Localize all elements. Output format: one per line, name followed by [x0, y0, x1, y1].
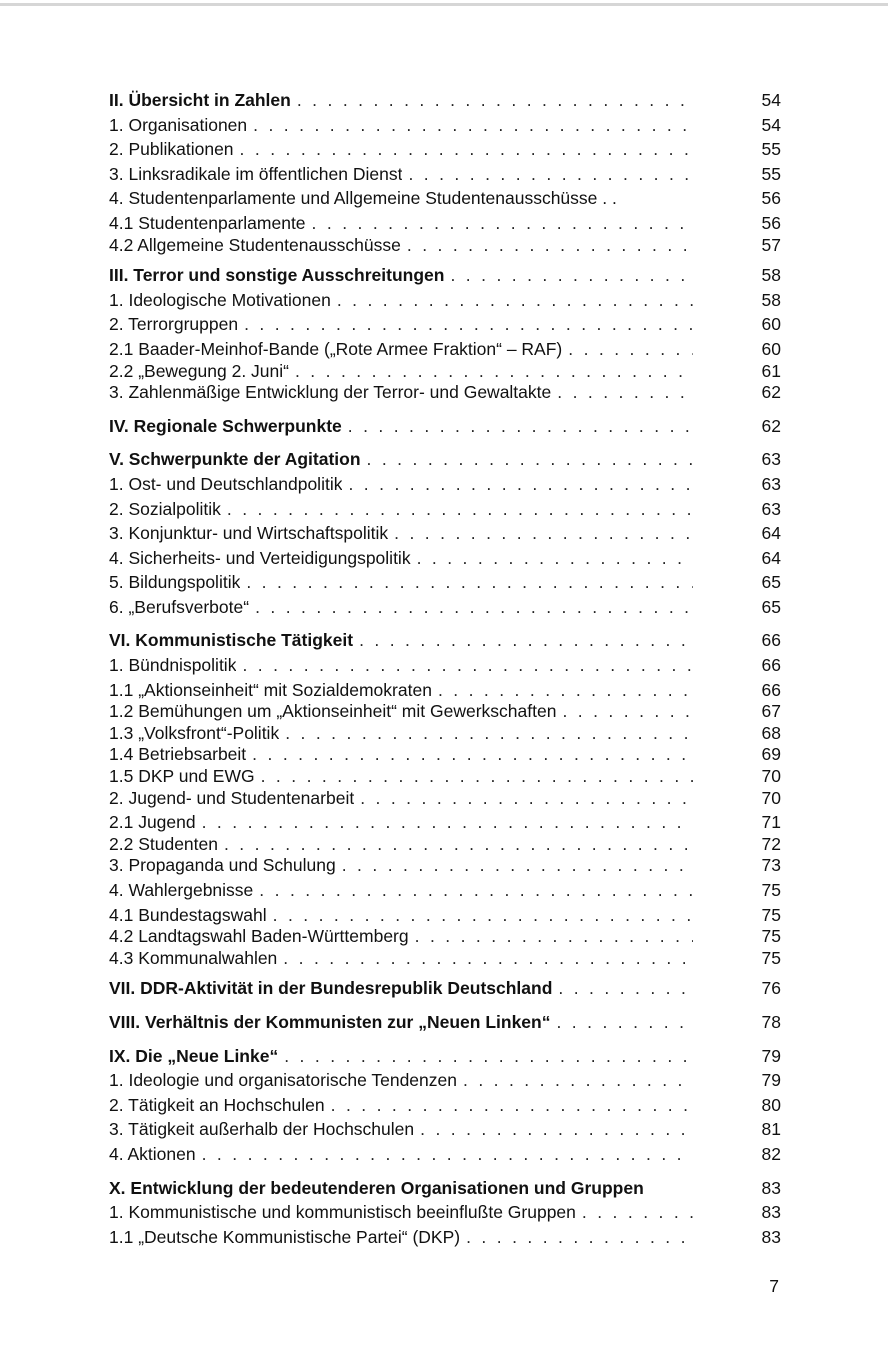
toc-entry-label: 4. Wahlergebnisse	[109, 880, 254, 900]
toc-entry	[109, 903, 781, 925]
toc-entry-label: 2.2 „Bewegung 2. Juni“	[109, 360, 289, 381]
dot-leader	[576, 1200, 693, 1225]
dot-leader	[551, 380, 693, 405]
toc-entry	[109, 546, 781, 571]
toc-entry-label: 2.1 Baader-Meinhof-Bande („Rote Armee Fraktion“ – RAF)	[109, 338, 563, 359]
toc-entry-page: 66	[761, 630, 781, 651]
toc-entry-label: IV. Regionale Schwerpunkte	[109, 415, 342, 436]
toc-entry-label: 1.1 „Aktionseinheit“ mit Sozialdemokraten	[109, 679, 432, 700]
toc-entry-page: 64	[761, 547, 781, 568]
toc-entry-page: 70	[761, 766, 781, 787]
dot-leader	[291, 88, 693, 113]
toc-entry-page: 54	[761, 90, 781, 110]
toc-entry-label: 4.2 Landtagswahl Baden-Württemberg	[109, 926, 409, 947]
toc-entry-page: 64	[761, 523, 781, 544]
toc-entry-label: 3. Tätigkeit außerhalb der Hochschulen	[109, 1119, 415, 1140]
dot-leader	[402, 162, 693, 187]
toc-entry-page: 82	[761, 1143, 781, 1164]
toc-entry-page: 70	[761, 787, 781, 808]
toc-entry-label: 1.1 „Deutsche Kommunistische Partei“ (DKP)	[109, 1226, 461, 1247]
toc-entry-page: 63	[761, 449, 781, 470]
dot-leader	[460, 1225, 693, 1250]
toc-entry-label: 3. Linksradikale im öffentlichen Dienst	[109, 163, 403, 184]
toc-entry-label: 1. Ideologie und organisatorische Tendenzen	[109, 1070, 457, 1091]
toc-entry	[109, 878, 781, 903]
toc-section-heading	[109, 1176, 781, 1201]
dot-leader	[331, 288, 693, 313]
toc-entry	[109, 1200, 781, 1225]
toc-entry-label: 1. Ideologische Motivationen	[109, 289, 331, 310]
toc-entry-page: 56	[761, 212, 781, 233]
toc-entry	[109, 853, 781, 878]
toc-entry-label: 1. Bündnispolitik	[109, 655, 237, 676]
toc-entry-label: II. Übersicht in Zahlen	[109, 90, 291, 110]
toc-entry-label: 4. Sicherheits- und Verteidigungspolitik	[109, 547, 411, 568]
toc-entry-label: VIII. Verhältnis der Kommunisten zur „Neuen Linken“	[109, 1011, 551, 1032]
toc-section-heading	[109, 88, 781, 113]
toc-entry	[109, 721, 781, 743]
toc-entry-label: 6. „Berufsverbote“	[109, 596, 250, 617]
table-of-contents	[109, 88, 781, 1249]
toc-entry	[109, 137, 781, 162]
toc-entry-page: 72	[761, 833, 781, 854]
toc-entry	[109, 1225, 781, 1250]
toc-entry	[109, 337, 781, 359]
toc-entry-label: 2.1 Jugend	[109, 812, 196, 833]
toc-entry-label: 2. Tätigkeit an Hochschulen	[109, 1094, 325, 1115]
toc-entry	[109, 1068, 781, 1093]
toc-entry-page: 61	[761, 360, 781, 381]
toc-entry-page: 76	[761, 978, 781, 999]
toc-entry-label: 3. Konjunktur- und Wirtschaftspolitik	[109, 523, 389, 544]
toc-entry-page: 65	[761, 572, 781, 593]
toc-entry-page: 71	[761, 812, 781, 833]
toc-entry-label: 5. Bildungspolitik	[109, 572, 241, 593]
toc-entry-label: 1.4 Betriebsarbeit	[109, 744, 247, 765]
toc-entry-page: 66	[761, 679, 781, 700]
toc-section-heading	[109, 976, 781, 1001]
toc-entry	[109, 786, 781, 811]
dot-leader	[240, 570, 693, 595]
toc-entry-label: 3. Propaganda und Schulung	[109, 855, 336, 876]
toc-entry	[109, 1093, 781, 1118]
toc-entry	[109, 946, 781, 968]
toc-entry	[109, 595, 781, 620]
toc-entry-page: 60	[761, 314, 781, 335]
toc-entry-page: 75	[761, 926, 781, 947]
toc-entry-label: X. Entwicklung der bedeutenderen Organisationen und Gruppen	[109, 1177, 644, 1198]
scan-edge-line	[0, 3, 888, 6]
dot-leader	[236, 653, 693, 678]
dot-leader	[401, 233, 693, 258]
toc-entry	[109, 1117, 781, 1142]
toc-section-heading	[109, 628, 781, 653]
dot-leader	[354, 786, 693, 811]
toc-entry-page: 67	[761, 701, 781, 722]
toc-entry-page: 55	[761, 163, 781, 184]
toc-entry-label: 2. Publikationen	[109, 139, 234, 160]
toc-entry	[109, 1142, 781, 1167]
toc-entry-label: 1.5 DKP und EWG	[109, 766, 255, 787]
toc-entry-page: 83	[761, 1177, 781, 1198]
toc-entry	[109, 832, 781, 854]
toc-entry	[109, 497, 781, 522]
dot-leader	[457, 1068, 693, 1093]
toc-entry-page: 56	[761, 188, 781, 209]
toc-entry	[109, 742, 781, 764]
toc-entry-label: 3. Zahlenmäßige Entwicklung der Terror- und Gewaltakte	[109, 382, 552, 403]
toc-entry-page: 58	[761, 289, 781, 310]
toc-entry	[109, 288, 781, 313]
toc-entry	[109, 653, 781, 678]
toc-entry-label: 4. Aktionen	[109, 1143, 196, 1164]
toc-entry	[109, 678, 781, 700]
toc-entry-page: 62	[761, 415, 781, 436]
toc-entry-page: 83	[761, 1226, 781, 1247]
toc-entry-page: 66	[761, 655, 781, 676]
toc-entry-page: 83	[761, 1202, 781, 1223]
toc-entry	[109, 570, 781, 595]
toc-entry-page: 73	[761, 855, 781, 876]
toc-entry-page: 62	[761, 382, 781, 403]
dot-leader	[249, 595, 693, 620]
toc-entry-label: 1.2 Bemühungen um „Aktionseinheit“ mit Gewerkschaften	[109, 701, 557, 722]
dot-leader	[247, 113, 693, 138]
dot-leader	[325, 1093, 693, 1118]
toc-entry	[109, 764, 781, 786]
toc-entry-page: 65	[761, 596, 781, 617]
toc-entry-label: III. Terror und sonstige Ausschreitungen	[109, 265, 445, 286]
toc-entry	[109, 699, 781, 721]
toc-entry-label: 1. Ost- und Deutschlandpolitik	[109, 473, 343, 494]
toc-entry	[109, 186, 781, 211]
toc-section-heading	[109, 414, 781, 439]
dot-leader	[444, 263, 693, 288]
toc-entry	[109, 113, 781, 138]
toc-entry-label: 4.1 Bundestagswahl	[109, 904, 267, 925]
toc-entry-label: 1.3 „Volksfront“-Politik	[109, 722, 280, 743]
toc-entry-page: 58	[761, 265, 781, 286]
dot-leader	[234, 137, 693, 162]
toc-entry-page: 75	[761, 880, 781, 900]
toc-entry-page: 81	[761, 1119, 781, 1140]
toc-section-heading	[109, 447, 781, 472]
toc-entry	[109, 162, 781, 187]
toc-entry-page: 55	[761, 139, 781, 160]
dot-leader	[336, 853, 693, 878]
toc-entry-page: 57	[761, 234, 781, 255]
page-number: 7	[769, 1276, 779, 1296]
toc-entry-page: 68	[761, 722, 781, 743]
toc-entry-label: VII. DDR-Aktivität in der Bundesrepublik Deutschland	[109, 978, 553, 999]
toc-section-heading	[109, 1010, 781, 1035]
dot-leader	[353, 628, 693, 653]
dot-leader	[552, 976, 693, 1001]
toc-entry-page: 80	[761, 1094, 781, 1115]
toc-entry	[109, 359, 781, 381]
dot-leader	[550, 1010, 693, 1035]
toc-entry	[109, 924, 781, 946]
toc-entry-label: 1. Kommunistische und kommunistisch beeinflußte Gruppen	[109, 1202, 576, 1223]
toc-entry	[109, 233, 781, 255]
dot-leader	[238, 312, 693, 337]
toc-entry-label: 2. Sozialpolitik	[109, 498, 221, 519]
toc-entry-label: 4.2 Allgemeine Studentenausschüsse	[109, 234, 401, 255]
dot-leader	[361, 447, 693, 472]
toc-entry-label: 2. Terrorgruppen	[109, 314, 239, 335]
toc-entry-label: 2.2 Studenten	[109, 833, 218, 854]
toc-entry-label: 4.3 Kommunalwahlen	[109, 947, 278, 968]
toc-section-heading	[109, 1044, 781, 1069]
toc-entry-label: 4.1 Studentenparlamente	[109, 212, 306, 233]
toc-entry	[109, 810, 781, 832]
dot-leader	[414, 1117, 693, 1142]
toc-entry-page: 79	[761, 1045, 781, 1066]
toc-entry-page: 63	[761, 498, 781, 519]
toc-entry	[109, 380, 781, 405]
toc-entry-page: 60	[761, 338, 781, 359]
toc-entry-page: 54	[761, 114, 781, 135]
toc-entry-label: VI. Kommunistische Tätigkeit	[109, 630, 354, 651]
dot-leader	[196, 1142, 693, 1167]
toc-entry-label: IX. Die „Neue Linke“	[109, 1045, 279, 1066]
dot-leader	[277, 946, 693, 971]
dot-leader	[253, 878, 693, 903]
dot-leader	[221, 497, 693, 522]
dot-leader	[411, 546, 693, 571]
dot-leader	[278, 1044, 693, 1069]
toc-entry-page: 78	[761, 1011, 781, 1032]
toc-entry	[109, 472, 781, 497]
dot-leader	[388, 521, 693, 546]
toc-entry-label: 4. Studentenparlamente und Allgemeine Studentenausschüsse . .	[109, 188, 617, 209]
toc-entry-page: 75	[761, 947, 781, 968]
toc-entry-page: 75	[761, 904, 781, 925]
toc-entry-label: 2. Jugend- und Studentenarbeit	[109, 787, 355, 808]
dot-leader	[342, 472, 693, 497]
toc-entry-label: V. Schwerpunkte der Agitation	[109, 449, 361, 470]
toc-section-heading	[109, 263, 781, 288]
dot-leader	[342, 414, 693, 439]
toc-entry	[109, 521, 781, 546]
toc-entry-page: 69	[761, 744, 781, 765]
toc-entry-page: 79	[761, 1070, 781, 1091]
toc-entry	[109, 211, 781, 233]
toc-entry-label: 1. Organisationen	[109, 114, 248, 135]
toc-entry-page: 63	[761, 473, 781, 494]
toc-entry	[109, 312, 781, 337]
